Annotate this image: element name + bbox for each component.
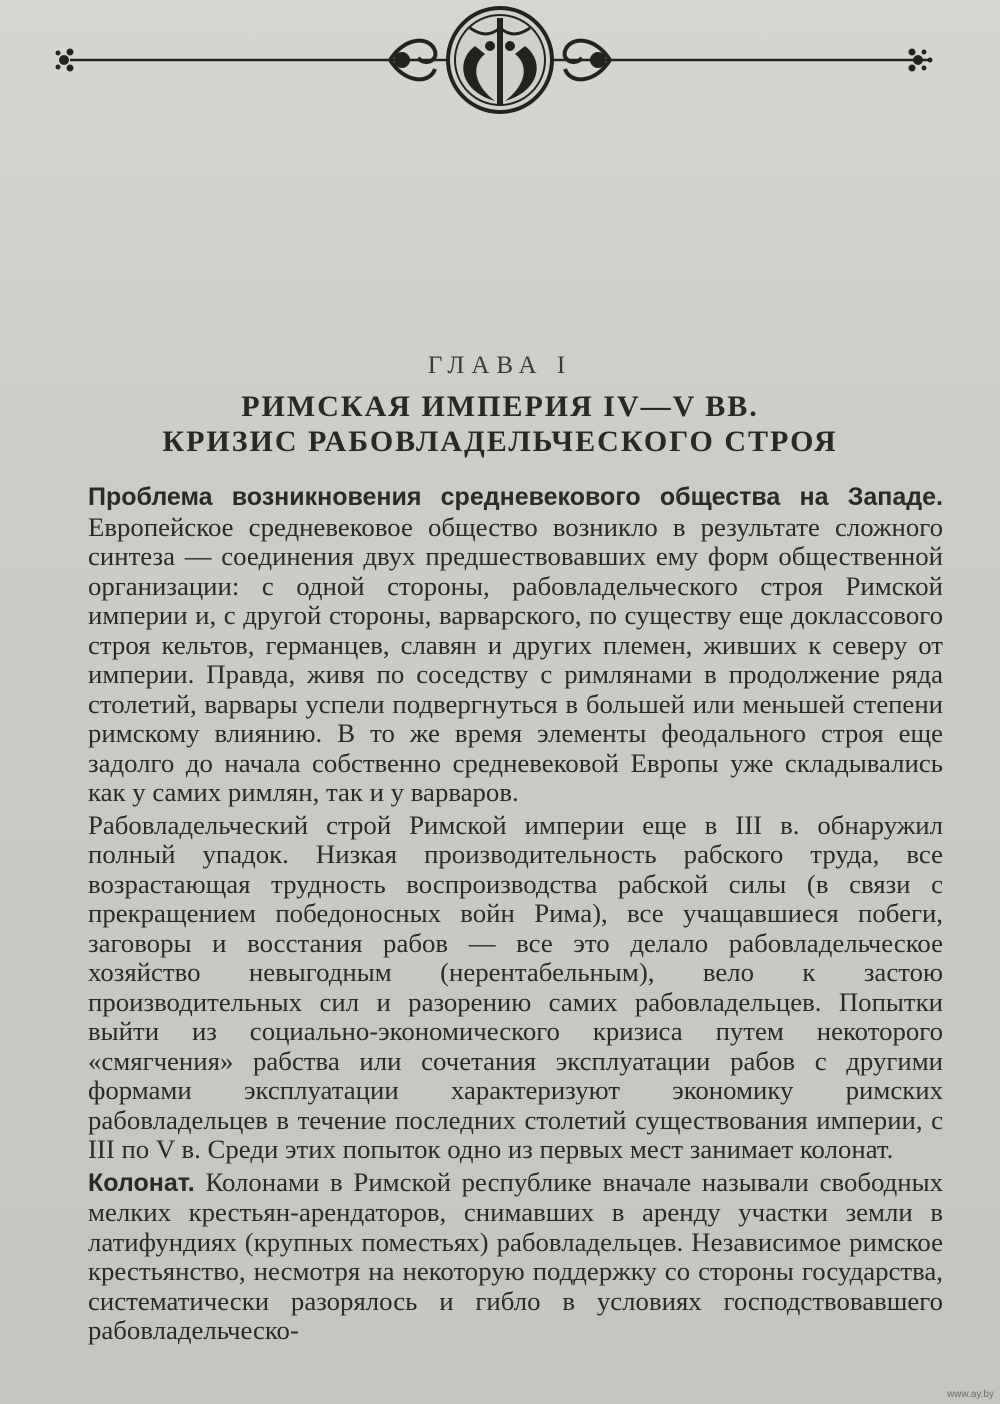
paragraph-3-text: Колонами в Римской республике вначале называли свободных мелких крестьян-арендаторов, снимавших в аренду участки земли в латифундиях (крупных поместьях) рабовладельцев. Независимое римское крестьянство, несмотря на некоторую поддержку со стороны государства, систематически разорялось и гибло в условиях господствовавшего рабовладельческо- <box>88 1166 943 1345</box>
paragraph-2 <box>88 811 943 1165</box>
paragraph-3 <box>88 1168 943 1346</box>
chapter-title-line-2: КРИЗИС РАБОВЛАДЕЛЬЧЕСКОГО СТРОЯ <box>162 425 838 458</box>
paragraph-3-heading: Колонат. <box>88 1168 195 1197</box>
paragraph-2-text: Рабовладельческий строй Римской империи еще в III в. обнаружил полный упадок. Низкая производительность рабского труда, все возрастающая трудность воспроизводства рабской силы (в связи с прекращением победоносных войн Рима), все учащавшиеся побеги, заговоры и восстания рабов — все это делало рабовладельческое хозяйство невыгодным (нерентабельным), вело к застою производительных сил и разорению самих рабовладельцев. Попытки выйти из социально-экономического кризиса путем некоторого «смягчения» рабства или сочетания эксплуатации рабов с другими формами эксплуатации характеризуют экономику римских рабовладельцев в течение последних столетий существования империи, с III по V в. Среди этих попыток одно из первых мест занимает колонат. <box>88 809 943 1164</box>
paragraph-1 <box>88 482 943 808</box>
paragraph-1-heading: Проблема возникновения средневекового общества на Западе. <box>88 483 943 511</box>
paragraph-1-text: Европейское средневековое общество возникло в результате сложного синтеза — соединения двух предшествовавших ему форм общественной организации: с одной стороны, рабовладельческого строя Римской империи и, с другой стороны, варварского, по существу еще доклассового строя кельтов, германцев, славян и других племен, живших к северу от империи. Правда, живя по соседству с римлянами в продолжение ряда столетий, варвары успели подвергнуться в большей или меньшей степени римскому влиянию. В то же время элементы феодального строя еще задолго до начала собственно средневековой Европы уже складывались как у самих римлян, так и у варваров. <box>88 511 943 807</box>
header-ornament <box>50 6 950 116</box>
chapter-title-line-1: РИМСКАЯ ИМПЕРИЯ IV—V ВВ. <box>241 390 759 423</box>
watermark: www.ay.by <box>946 1389 994 1400</box>
ornament-medallion <box>448 8 552 112</box>
body-text <box>88 482 943 1349</box>
chapter-label: ГЛАВА I <box>427 352 573 379</box>
